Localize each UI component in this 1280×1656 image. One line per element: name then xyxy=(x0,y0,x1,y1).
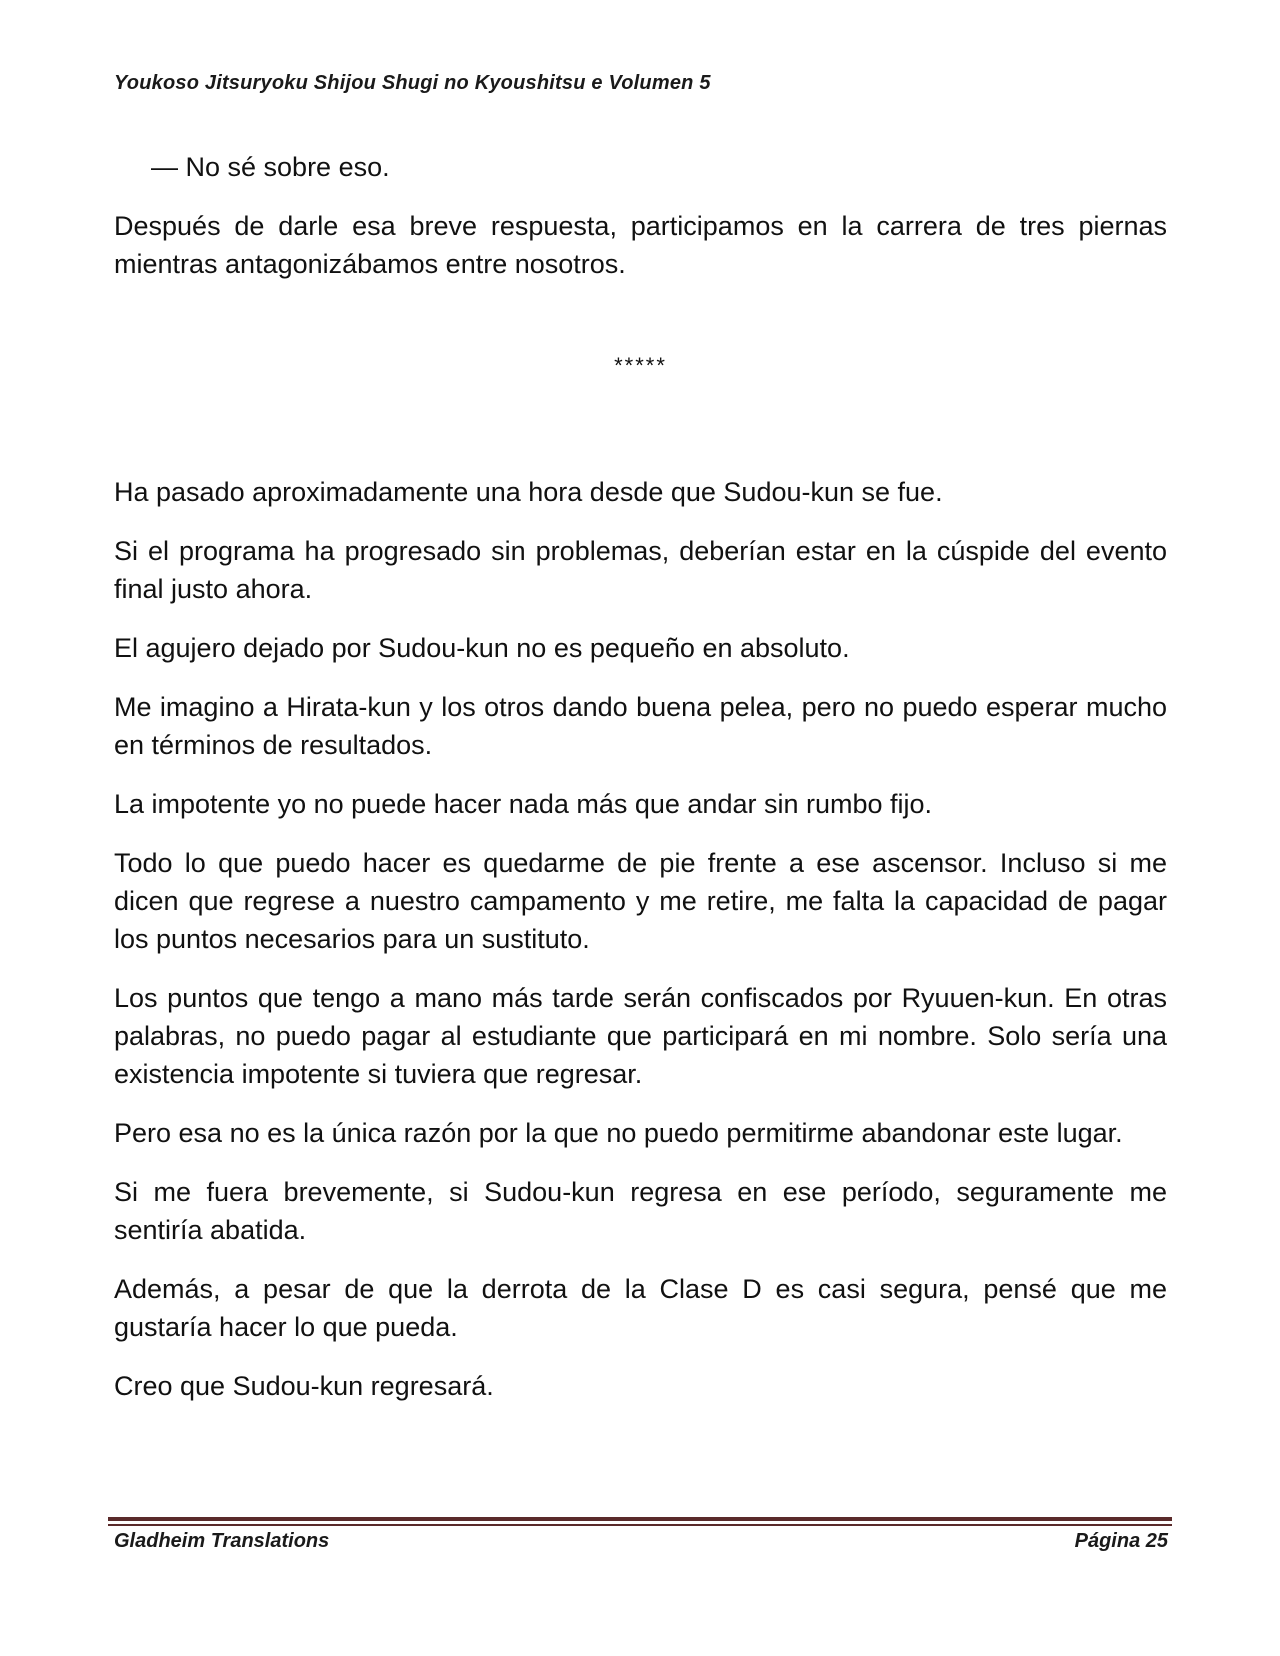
paragraph-2: Ha pasado aproximadamente una hora desde que Sudou-kun se fue. xyxy=(114,477,943,507)
paragraph-9: Pero esa no es la única razón por la que no puedo permitirme abandonar este lugar. xyxy=(114,1118,1123,1148)
footer-divider-thick xyxy=(108,1517,1172,1521)
paragraph-4: El agujero dejado por Sudou-kun no es pequeño en absoluto. xyxy=(114,633,850,663)
paragraph-6: La impotente yo no puede hacer nada más que andar sin rumbo fijo. xyxy=(114,789,933,819)
paragraph-7: Todo lo que puedo hacer es quedarme de pie frente a ese ascensor. Incluso si me dicen que regrese a nuestro campamento y me retire, me falta la capacidad de pagar los puntos necesarios para un sustituto. xyxy=(114,848,1167,954)
paragraph-10: Si me fuera brevemente, si Sudou-kun regresa en ese período, seguramente me sentiría abatida. xyxy=(114,1177,1167,1245)
footer-translator: Gladheim Translations xyxy=(114,1530,330,1552)
footer-divider-thin xyxy=(108,1524,1172,1526)
dialogue-line: — No sé sobre eso. xyxy=(151,152,390,182)
paragraph-11: Además, a pesar de que la derrota de la Clase D es casi segura, pensé que me gustaría hacer lo que pueda. xyxy=(114,1274,1167,1342)
scene-break: ***** xyxy=(614,353,667,378)
footer-page-number: Página 25 xyxy=(1074,1530,1168,1552)
paragraph-1: Después de darle esa breve respuesta, participamos en la carrera de tres piernas mientras antagonizábamos entre nosotros. xyxy=(114,211,1167,279)
paragraph-5: Me imagino a Hirata-kun y los otros dando buena pelea, pero no puedo esperar mucho en términos de resultados. xyxy=(114,692,1167,760)
paragraph-8: Los puntos que tengo a mano más tarde serán confiscados por Ryuuen-kun. En otras palabras, no puedo pagar al estudiante que participará en mi nombre. Solo sería una existencia impotente si tuviera que regresar. xyxy=(114,983,1167,1089)
page-body xyxy=(114,148,1167,1426)
paragraph-3: Si el programa ha progresado sin problemas, deberían estar en la cúspide del evento final justo ahora. xyxy=(114,536,1167,604)
paragraph-12: Creo que Sudou-kun regresará. xyxy=(114,1371,494,1401)
running-header-title: Youkoso Jitsuryoku Shijou Shugi no Kyoushitsu e Volumen 5 xyxy=(114,72,711,94)
